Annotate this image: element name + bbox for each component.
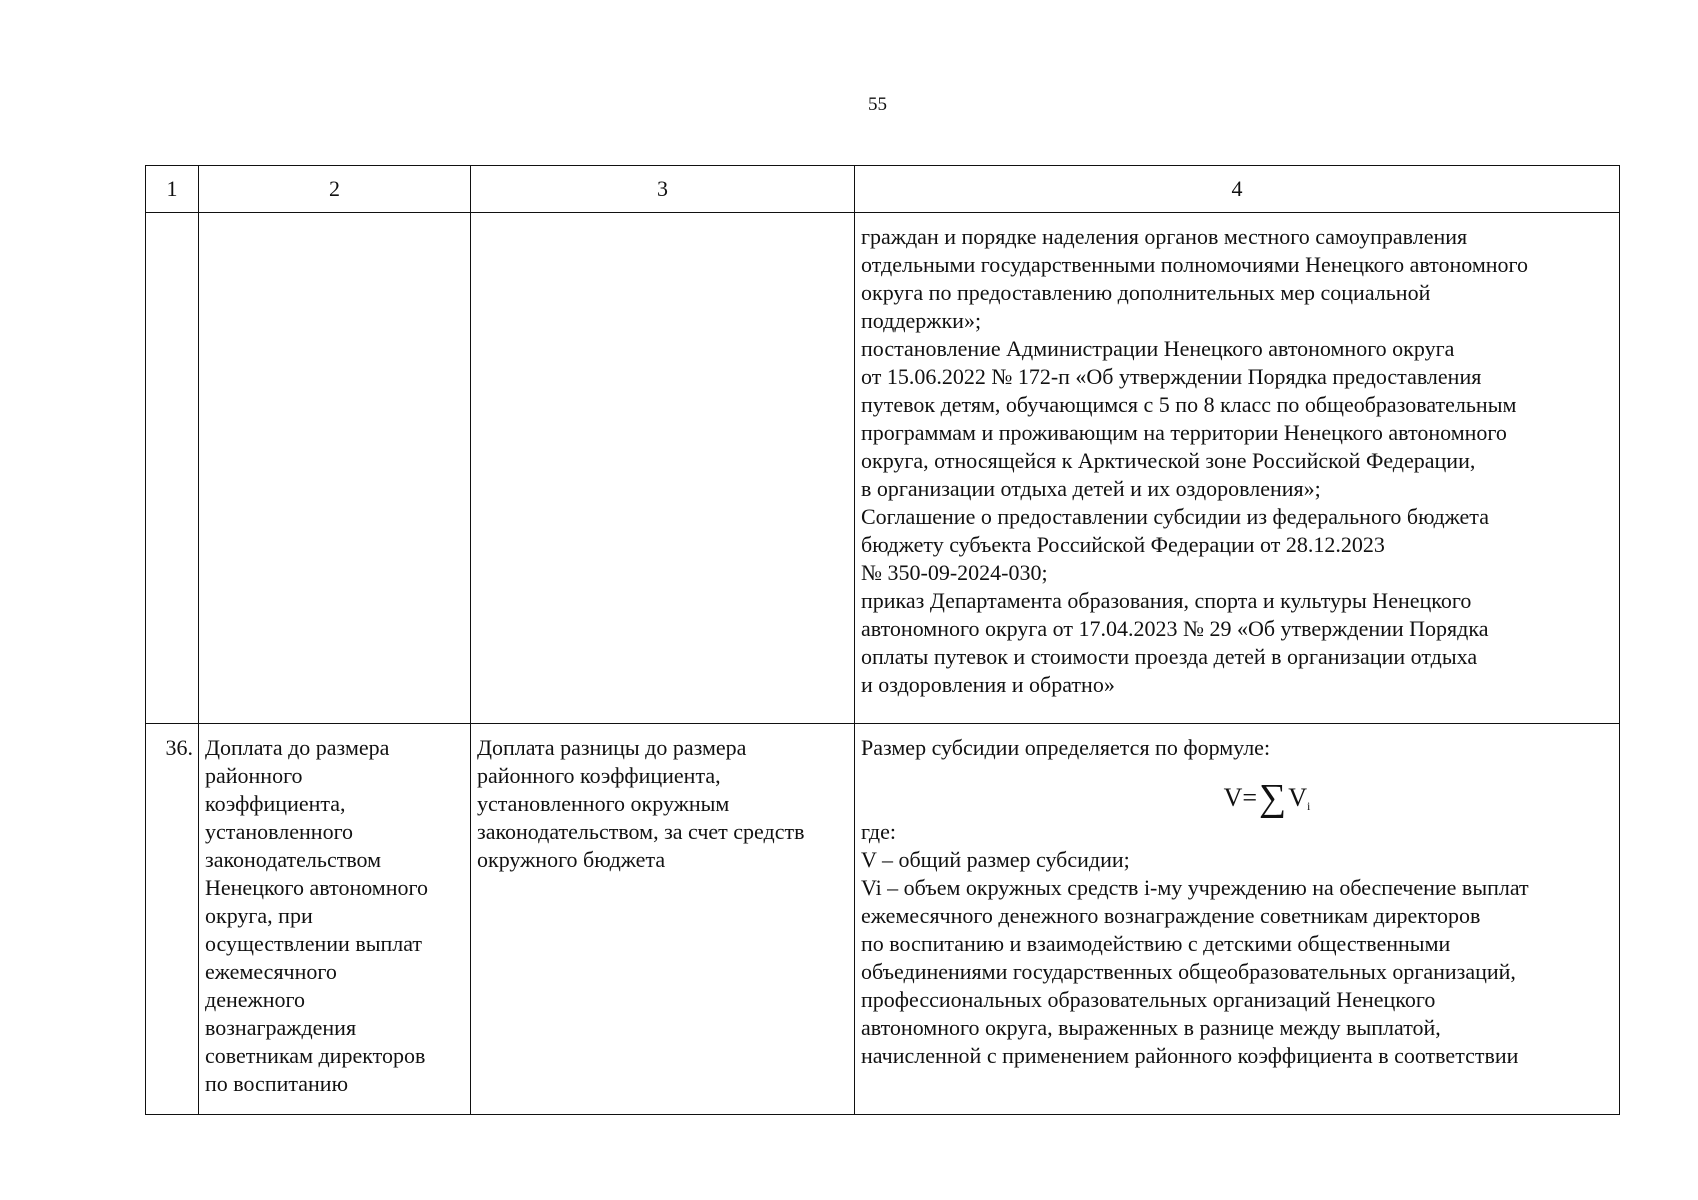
text-line: автономного округа, выраженных в разнице между выплатой, [861, 1015, 1441, 1040]
table-header-row [146, 166, 1620, 213]
text-line: начисленной с применением районного коэффициента в соответствии [861, 1043, 1519, 1068]
text-line: бюджету субъекта Российской Федерации от 28.12.2023 [861, 532, 1385, 557]
text-line: автономного округа от 17.04.2023 № 29 «Об утверждении Порядка [861, 616, 1489, 641]
text-line: оплаты путевок и стоимости проезда детей в организации отдыха [861, 644, 1478, 669]
row-36-calculation [855, 724, 1620, 1115]
text-line: округа по предоставлению дополнительных мер социальной [861, 280, 1431, 305]
text-line: путевок детям, обучающимся с 5 по 8 класс по общеобразовательным [861, 392, 1517, 417]
text-line: денежного [205, 987, 305, 1012]
formula-subscript: i [1306, 799, 1311, 813]
text-line: поддержки»; [861, 308, 982, 333]
text-line: окружного бюджета [477, 847, 666, 872]
page-number: 55 [868, 94, 887, 115]
text-line: по воспитанию и взаимодействию с детскими общественными [861, 931, 1451, 956]
text-line: объединениями государственных общеобразовательных организаций, [861, 959, 1516, 984]
formula-term: V [1288, 783, 1307, 812]
text-line: Vi – объем окружных средств i-му учреждению на обеспечение выплат [861, 875, 1529, 900]
text-line: и оздоровления и обратно» [861, 672, 1115, 697]
table-row-36 [146, 724, 1620, 1115]
text-line: Доплата до размера [205, 735, 390, 760]
text-line: профессиональных образовательных организаций Ненецкого [861, 987, 1436, 1012]
text-line: программам и проживающим на территории Ненецкого автономного [861, 420, 1507, 445]
row-36-measure-name [199, 724, 471, 1115]
text-line: постановление Администрации Ненецкого автономного округа [861, 336, 1455, 361]
text-line: в организации отдыха детей и их оздоровления»; [861, 476, 1321, 501]
text-line: приказ Департамента образования, спорта и культуры Ненецкого [861, 588, 1472, 613]
document-table [145, 165, 1620, 1115]
text-line: граждан и порядке наделения органов местного самоуправления [861, 224, 1468, 249]
continuation-cell-3 [471, 213, 855, 724]
formula-intro: Размер субсидии определяется по формуле: [861, 735, 1271, 760]
text-line: установленного [205, 819, 354, 844]
text-line: Доплата разницы до размера [477, 735, 747, 760]
text-line: где: [861, 819, 896, 844]
subsidy-formula [861, 777, 1613, 819]
column-header-3: 3 [471, 166, 855, 213]
text-line: районного коэффициента, [477, 763, 721, 788]
table-row-continuation [146, 213, 1620, 724]
column-header-4: 4 [855, 166, 1620, 213]
column-header-1: 1 [146, 166, 199, 213]
text-line: вознаграждения [205, 1015, 357, 1040]
text-line: осуществлении выплат [205, 931, 423, 956]
text-line: законодательством, за счет средств [477, 819, 805, 844]
sigma-symbol: ∑ [1259, 777, 1287, 819]
text-line: V – общий размер субсидии; [861, 847, 1130, 872]
text-line: советникам директоров [205, 1043, 426, 1068]
row-number: 36. [146, 724, 199, 1115]
text-line: законодательством [205, 847, 382, 872]
text-line: отдельными государственными полномочиями Ненецкого автономного [861, 252, 1529, 277]
continuation-cell-legal-basis [855, 213, 1620, 724]
column-header-2: 2 [199, 166, 471, 213]
text-line: Соглашение о предоставлении субсидии из федерального бюджета [861, 504, 1489, 529]
text-line: Ненецкого автономного [205, 875, 428, 900]
text-line: районного [205, 763, 303, 788]
text-line: по воспитанию [205, 1071, 348, 1096]
text-line: от 15.06.2022 № 172-п «Об утверждении Порядка предоставления [861, 364, 1482, 389]
text-line: округа, при [205, 903, 313, 928]
text-line: № 350-09-2024-030; [861, 560, 1048, 585]
text-line: ежемесячного денежного вознаграждение советникам директоров [861, 903, 1481, 928]
text-line: коэффициента, [205, 791, 346, 816]
continuation-cell-number [146, 213, 199, 724]
text-line: установленного окружным [477, 791, 730, 816]
text-line: округа, относящейся к Арктической зоне Российской Федерации, [861, 448, 1476, 473]
continuation-cell-2 [199, 213, 471, 724]
formula-lhs: V= [1223, 783, 1258, 812]
text-line: ежемесячного [205, 959, 337, 984]
row-36-description [471, 724, 855, 1115]
